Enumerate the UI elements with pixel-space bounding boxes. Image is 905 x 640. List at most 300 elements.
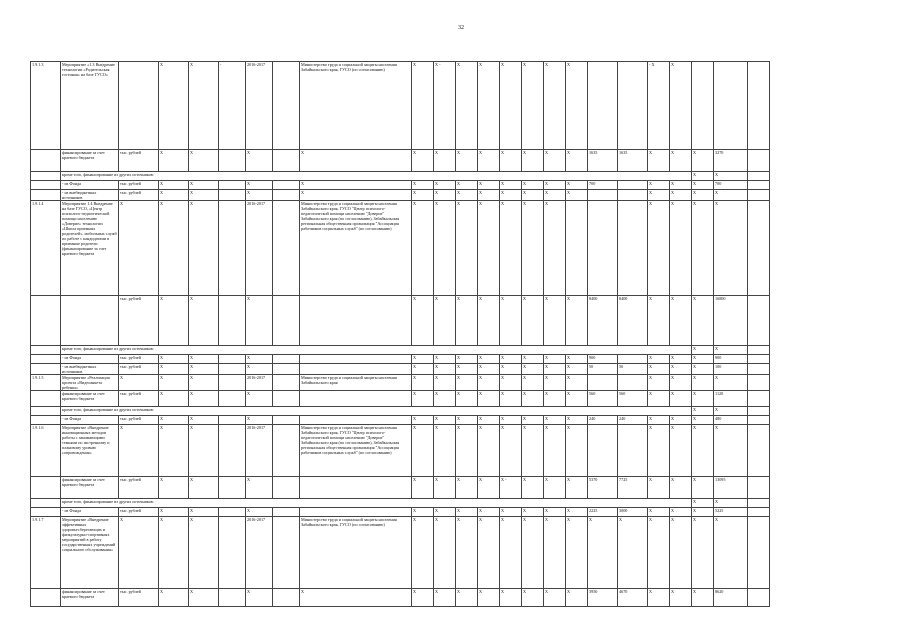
- cell-value: X: [434, 364, 456, 375]
- cell-value: X: [478, 62, 500, 150]
- cell-unit: тыс. рублей: [119, 391, 159, 407]
- cell-value: X: [648, 375, 670, 391]
- cell-period: 2016-2017: [246, 201, 273, 296]
- cell-executor: [300, 364, 412, 375]
- cell-value: X: [434, 477, 456, 499]
- cell-value: X: [412, 589, 434, 607]
- cell-value: X: [500, 201, 522, 296]
- cell-value: X: [434, 355, 456, 364]
- cell-unit: X: [119, 201, 159, 296]
- cell-value: [273, 375, 300, 391]
- other-sources-label: кроме того, финансирование из других источников:: [61, 172, 692, 181]
- cell-value: X: [159, 181, 189, 190]
- cell-value: X: [522, 589, 544, 607]
- cell-value: X: [544, 375, 566, 391]
- cell-executor: Министерство труда и социальной защиты населения Забайкальского края, ГУСО "Центр психолого-педагогической помощи населению "Доверие" Забайкальского края (по согласованию), Забайкальская региональная общественная организация "Ассоциация работников социальных служб" (по согласованию): [300, 201, 412, 296]
- cell-value: X: [670, 375, 692, 391]
- cell-value: X: [692, 150, 714, 172]
- cell-period: X: [246, 364, 273, 375]
- financing-row: [31, 477, 770, 499]
- cell-value: X: [544, 296, 566, 346]
- cell-title: финансирование за счет краевого бюджета: [61, 477, 119, 499]
- cell-value: X: [544, 589, 566, 607]
- cell-number: [31, 589, 61, 607]
- cell-number: [31, 190, 61, 201]
- cell-value: X: [189, 296, 219, 346]
- cell-value: X: [648, 517, 670, 589]
- cell-value: 13095: [714, 477, 748, 499]
- cell-value: [618, 190, 648, 201]
- cell-value: X: [648, 477, 670, 499]
- cell-value: X: [692, 355, 714, 364]
- cell-value: X: [566, 62, 588, 150]
- cell-value: X: [566, 296, 588, 346]
- cell-unit: тыс. рублей: [119, 477, 159, 499]
- cell-value: [219, 477, 246, 499]
- cell-value: X: [456, 62, 478, 150]
- cell-value: X: [544, 201, 566, 296]
- cell-executor: Министерство труда и социальной защиты населения Забайкальского края: [300, 375, 412, 391]
- cell-unit: тыс. рублей: [119, 181, 159, 190]
- cell-executor: [300, 477, 412, 499]
- cell-value: X: [566, 150, 588, 172]
- cell-value: X: [478, 296, 500, 346]
- cell-value: [618, 375, 648, 391]
- cell-value: X: [670, 201, 692, 296]
- cell-value: [748, 416, 770, 425]
- other-sources-row: [31, 407, 770, 416]
- cell-value: [219, 296, 246, 346]
- cell-value: X: [692, 391, 714, 407]
- cell-value: [273, 62, 300, 150]
- cell-value: X: [648, 201, 670, 296]
- cell-value: X: [159, 416, 189, 425]
- cell-number: [31, 477, 61, 499]
- cell-value: X: [566, 589, 588, 607]
- cell-value: X: [189, 190, 219, 201]
- cell-value: X: [412, 201, 434, 296]
- cell-value: [273, 364, 300, 375]
- cell-value: 900: [714, 355, 748, 364]
- cell-title: - из Фонда: [61, 508, 119, 517]
- cell-value: X: [189, 589, 219, 607]
- cell-value: [618, 62, 648, 150]
- cell-value: X: [434, 190, 456, 201]
- cell-value: 100: [714, 364, 748, 375]
- cell-value: X: [566, 508, 588, 517]
- other-sources-label: кроме того, финансирование из других источников:: [61, 499, 692, 508]
- cell-value: X: [500, 416, 522, 425]
- cell-executor: [300, 355, 412, 364]
- cell-number: 1.9.1.3: [31, 62, 61, 150]
- cell-value: 3270: [714, 150, 748, 172]
- cell-value: X: [434, 517, 456, 589]
- cell-value: X: [648, 391, 670, 407]
- cell-value: X: [670, 190, 692, 201]
- cell-value: X: [412, 296, 434, 346]
- financing-row: [31, 589, 770, 607]
- cell-value: X: [478, 589, 500, 607]
- cell-value: X: [566, 181, 588, 190]
- cell-value: [618, 425, 648, 477]
- cell-value: 5370: [588, 477, 618, 499]
- cell-value: X: [412, 517, 434, 589]
- cell-value: X: [412, 364, 434, 375]
- cell-value: X: [692, 172, 714, 181]
- cell-number: [31, 391, 61, 407]
- page-number: 32: [458, 25, 464, 31]
- cell-value: X: [478, 355, 500, 364]
- cell-value: X: [412, 375, 434, 391]
- cell-value: X: [478, 201, 500, 296]
- cell-unit: [119, 62, 159, 150]
- cell-value: X: [692, 181, 714, 190]
- cell-value: X: [159, 190, 189, 201]
- cell-value: X: [159, 201, 189, 296]
- cell-value: X: [189, 181, 219, 190]
- cell-value: 4670: [618, 589, 648, 607]
- cell-number: [31, 416, 61, 425]
- cell-value: X: [544, 181, 566, 190]
- cell-value: X: [692, 296, 714, 346]
- cell-value: X: [648, 355, 670, 364]
- cell-value: X: [670, 355, 692, 364]
- cell-value: X: [478, 477, 500, 499]
- cell-value: [748, 201, 770, 296]
- event-row: [31, 201, 770, 296]
- cell-value: X: [189, 425, 219, 477]
- cell-value: X: [566, 517, 588, 589]
- cell-value: X: [544, 150, 566, 172]
- cell-value: X: [522, 296, 544, 346]
- cell-number: 1.9.1.5: [31, 375, 61, 391]
- cell-value: [273, 477, 300, 499]
- cell-value: X: [478, 150, 500, 172]
- cell-value: X: [456, 296, 478, 346]
- cell-unit: X: [119, 517, 159, 589]
- cell-value: X: [189, 355, 219, 364]
- cell-period: X: [246, 355, 273, 364]
- event-row: [31, 62, 770, 150]
- cell-value: X: [434, 201, 456, 296]
- cell-executor: Министерство труда и социальной защиты населения Забайкальского края, ГУСО "Центр психолого-педагогической помощи населению "Доверие" Забайкальского края (по согласованию), Забайкальская региональная общественная организация "Ассоциация работников социальных служб" (по согласованию): [300, 425, 412, 477]
- cell-value: X: [478, 425, 500, 477]
- cell-value: 3000: [618, 508, 648, 517]
- cell-executor: X: [300, 589, 412, 607]
- cell-number: [31, 508, 61, 517]
- cell-value: X: [648, 416, 670, 425]
- cell-value: X: [456, 375, 478, 391]
- cell-value: X: [412, 355, 434, 364]
- cell-value: X: [412, 416, 434, 425]
- cell-value: [219, 364, 246, 375]
- cell-period: X: [246, 477, 273, 499]
- cell-value: X: [544, 364, 566, 375]
- cell-value: [273, 150, 300, 172]
- cell-period: X: [246, 416, 273, 425]
- cell-unit: тыс. рублей: [119, 416, 159, 425]
- cell-value: X: [456, 416, 478, 425]
- cell-value: X: [692, 589, 714, 607]
- cell-value: 5225: [714, 508, 748, 517]
- cell-value: X: [500, 508, 522, 517]
- cell-executor: X: [300, 150, 412, 172]
- cell-number: [31, 296, 61, 346]
- cell-executor: Министерство труда и социальной защиты населения Забайкальского края, ГУСО (по согласованию): [300, 517, 412, 589]
- cell-value: [588, 62, 618, 150]
- cell-value: X: [159, 62, 189, 150]
- cell-period: X: [246, 589, 273, 607]
- cell-value: X: [478, 508, 500, 517]
- cell-value: X: [189, 508, 219, 517]
- cell-value: X: [189, 62, 219, 150]
- cell-value: X: [692, 425, 714, 477]
- cell-value: [748, 150, 770, 172]
- financing-row: [31, 391, 770, 407]
- cell-value: X: [714, 172, 748, 181]
- cell-value: 8400: [618, 296, 648, 346]
- cell-value: X: [692, 517, 714, 589]
- cell-value: X: [692, 407, 714, 416]
- cell-value: [588, 425, 618, 477]
- cell-value: X: [670, 416, 692, 425]
- cell-number: [31, 407, 61, 416]
- cell-value: 1635: [588, 150, 618, 172]
- cell-value: X: [456, 201, 478, 296]
- cell-value: X: [159, 517, 189, 589]
- cell-value: X: [456, 364, 478, 375]
- cell-title: - из внебюджетных источников: [61, 190, 119, 201]
- cell-value: X: [714, 517, 748, 589]
- cell-value: [273, 190, 300, 201]
- cell-value: X: [566, 355, 588, 364]
- cell-value: X: [412, 150, 434, 172]
- cell-value: X: [434, 296, 456, 346]
- cell-value: [219, 375, 246, 391]
- cell-value: X: [500, 150, 522, 172]
- cell-value: X: [522, 477, 544, 499]
- cell-value: X: [714, 190, 748, 201]
- cell-value: X: [434, 425, 456, 477]
- cell-value: [588, 375, 618, 391]
- cell-value: 240: [618, 416, 648, 425]
- cell-value: X: [670, 296, 692, 346]
- cell-value: X: [159, 355, 189, 364]
- cell-value: X: [189, 375, 219, 391]
- cell-value: X: [159, 508, 189, 517]
- cell-number: [31, 364, 61, 375]
- cell-executor: X: [300, 190, 412, 201]
- cell-value: [273, 201, 300, 296]
- cell-value: X: [544, 508, 566, 517]
- cell-value: X: [692, 477, 714, 499]
- cell-title: - из Фонда: [61, 416, 119, 425]
- cell-value: X: [456, 150, 478, 172]
- cell-value: X: [500, 181, 522, 190]
- financing-row: [31, 296, 770, 346]
- cell-value: X: [692, 190, 714, 201]
- cell-value: [748, 346, 770, 355]
- cell-value: X: [648, 296, 670, 346]
- cell-value: X: [670, 150, 692, 172]
- cell-value: X: [544, 416, 566, 425]
- cell-value: X: [692, 416, 714, 425]
- cell-value: 480: [714, 416, 748, 425]
- cell-value: 2225: [588, 508, 618, 517]
- cell-value: X: [714, 346, 748, 355]
- cell-period: 2016-2017: [246, 517, 273, 589]
- cell-period: X: [246, 391, 273, 407]
- financing-row: [31, 190, 770, 201]
- cell-value: [748, 364, 770, 375]
- cell-value: X: [522, 508, 544, 517]
- cell-value: [618, 181, 648, 190]
- other-sources-label: кроме того, финансирование из других источников:: [61, 346, 692, 355]
- cell-value: X: [159, 150, 189, 172]
- cell-value: X: [544, 425, 566, 477]
- other-sources-row: [31, 499, 770, 508]
- cell-value: X -: [434, 62, 456, 150]
- cell-title: - из внебюджетных источников: [61, 364, 119, 375]
- cell-value: X: [456, 181, 478, 190]
- cell-value: X: [566, 364, 588, 375]
- cell-value: X: [648, 589, 670, 607]
- cell-value: X: [189, 416, 219, 425]
- cell-value: X: [434, 150, 456, 172]
- cell-value: [219, 517, 246, 589]
- cell-value: X: [412, 391, 434, 407]
- cell-value: [748, 425, 770, 477]
- cell-title: Мероприятие «Внедрение инновационных методов работы с занимающими семьями по экстренному и плановому уровню сопровождения»: [61, 425, 119, 477]
- cell-value: [219, 181, 246, 190]
- cell-value: [219, 355, 246, 364]
- cell-value: X: [500, 589, 522, 607]
- cell-value: [273, 589, 300, 607]
- cell-value: X: [189, 391, 219, 407]
- cell-value: X: [500, 355, 522, 364]
- cell-value: [748, 589, 770, 607]
- cell-unit: тыс. рублей: [119, 589, 159, 607]
- cell-value: X: [522, 391, 544, 407]
- cell-value: X: [522, 201, 544, 296]
- cell-period: 2016-2017: [246, 425, 273, 477]
- cell-value: 700: [588, 181, 618, 190]
- cell-value: X: [648, 425, 670, 477]
- cell-value: X: [566, 416, 588, 425]
- cell-value: X: [456, 517, 478, 589]
- cell-value: [748, 62, 770, 150]
- cell-value: 50: [588, 364, 618, 375]
- cell-number: [31, 181, 61, 190]
- cell-value: X: [544, 517, 566, 589]
- cell-title: финансирование за счет краевого бюджета: [61, 589, 119, 607]
- cell-value: X: [544, 190, 566, 201]
- cell-value: [273, 181, 300, 190]
- event-row: [31, 375, 770, 391]
- cell-value: 1635: [618, 150, 648, 172]
- cell-value: - X: [648, 62, 670, 150]
- cell-value: X: [522, 181, 544, 190]
- cell-value: X: [714, 425, 748, 477]
- cell-value: X: [692, 508, 714, 517]
- cell-value: X: [189, 517, 219, 589]
- cell-number: [31, 499, 61, 508]
- cell-value: 3950: [588, 589, 618, 607]
- cell-value: X: [670, 589, 692, 607]
- other-sources-row: [31, 172, 770, 181]
- cell-value: -: [219, 62, 246, 150]
- cell-executor: [300, 391, 412, 407]
- cell-value: X: [159, 589, 189, 607]
- cell-value: X: [412, 508, 434, 517]
- cell-value: X: [159, 364, 189, 375]
- cell-value: [273, 355, 300, 364]
- cell-title: - из Фонда: [61, 181, 119, 190]
- cell-value: X: [412, 190, 434, 201]
- program-table: [30, 61, 770, 607]
- cell-value: X: [670, 364, 692, 375]
- cell-value: X: [434, 508, 456, 517]
- cell-value: X: [478, 391, 500, 407]
- cell-value: [219, 201, 246, 296]
- cell-value: 240: [588, 416, 618, 425]
- cell-value: [273, 425, 300, 477]
- cell-value: [588, 201, 618, 296]
- cell-unit: тыс. рублей: [119, 364, 159, 375]
- cell-value: X: [500, 364, 522, 375]
- financing-row: [31, 508, 770, 517]
- cell-number: [31, 172, 61, 181]
- cell-value: X: [566, 375, 588, 391]
- cell-value: X: [434, 375, 456, 391]
- cell-value: X: [692, 346, 714, 355]
- cell-value: X: [412, 477, 434, 499]
- cell-value: X: [566, 190, 588, 201]
- cell-value: X: [522, 416, 544, 425]
- cell-value: [219, 391, 246, 407]
- cell-number: [31, 150, 61, 172]
- cell-unit: тыс. рублей: [119, 150, 159, 172]
- financing-row: [31, 150, 770, 172]
- cell-value: X: [692, 375, 714, 391]
- cell-value: X: [692, 499, 714, 508]
- cell-value: X: [434, 416, 456, 425]
- cell-value: X: [670, 391, 692, 407]
- cell-value: [273, 416, 300, 425]
- cell-value: [219, 508, 246, 517]
- cell-value: [566, 201, 588, 296]
- cell-value: [748, 172, 770, 181]
- cell-value: X: [670, 477, 692, 499]
- cell-value: [748, 499, 770, 508]
- cell-value: X: [714, 499, 748, 508]
- cell-value: [219, 190, 246, 201]
- cell-value: [618, 355, 648, 364]
- cell-number: 1.9.1.6: [31, 425, 61, 477]
- cell-value: [748, 477, 770, 499]
- cell-value: X: [522, 375, 544, 391]
- cell-value: X: [478, 364, 500, 375]
- cell-value: X: [714, 407, 748, 416]
- other-sources-label: кроме того, финансирование из других источников:: [61, 407, 692, 416]
- cell-value: [219, 589, 246, 607]
- cell-value: X: [412, 425, 434, 477]
- cell-value: X: [648, 181, 670, 190]
- cell-value: X: [159, 375, 189, 391]
- cell-value: X: [670, 508, 692, 517]
- cell-executor: Министерство труда и социальной защиты населения Забайкальского края, ГУСО (по согласованию): [300, 62, 412, 150]
- cell-value: X: [522, 62, 544, 150]
